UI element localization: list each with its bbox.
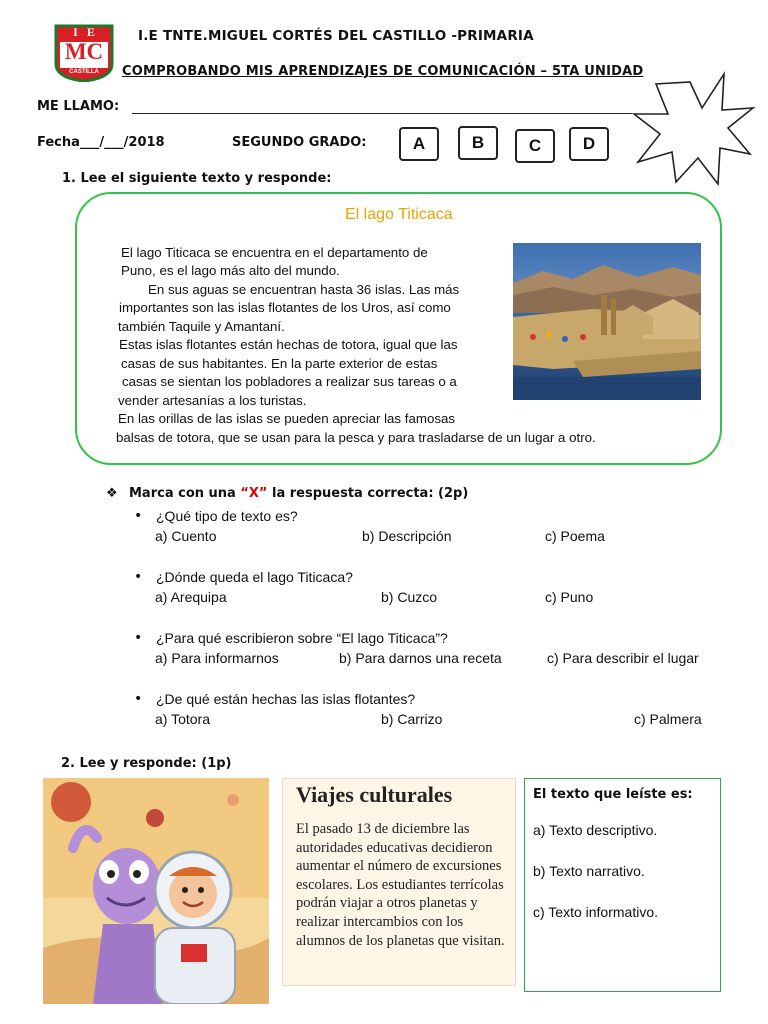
section-box-a[interactable]: A [399, 127, 439, 161]
reading-line: En sus aguas se encuentran hasta 36 islas. Las más [148, 282, 460, 297]
answer-box [524, 778, 721, 992]
logo-bottom-text: CASTILLA [69, 69, 99, 75]
option-c[interactable]: c) Para describir el lugar [547, 650, 699, 666]
instruction-pre: Marca con una [129, 486, 241, 501]
option-b[interactable]: b) Para darnos una receta [339, 650, 502, 666]
space-cartoon-illustration [43, 778, 269, 1004]
option-a[interactable]: a) Totora [155, 711, 210, 727]
date-field[interactable]: Fecha___/___/2018 [37, 135, 165, 150]
instruction-bullet-icon: ❖ [106, 486, 118, 501]
reading-line: El lago Titicaca se encuentra en el departamento de [121, 245, 428, 260]
reading-line: balsas de totora, que se usan para la pesca y para trasladarse de un lugar a otro. [116, 430, 596, 445]
article-text: El pasado 13 de diciembre las autoridades educativas decidieron aumentar el número de excursiones escolares. Los estudiantes terrícolas podrán viajar a otros planetas y realizar intercambios con los alumnos de los planetas que visitan. [296, 821, 505, 949]
question-text: ¿Qué tipo de texto es? [156, 508, 298, 524]
bullet-icon: • [134, 569, 143, 585]
reading-line: En las orillas de las islas se pueden apreciar las famosas [118, 411, 456, 426]
section-box-b[interactable]: B [458, 126, 498, 160]
instruction-x-mark: “X” [240, 486, 268, 501]
question-text: ¿Dónde queda el lago Titicaca? [156, 569, 353, 585]
logo-letters: MC [64, 39, 104, 64]
answer-option-a[interactable]: a) Texto descriptivo. [533, 822, 658, 838]
option-b[interactable]: b) Cuzco [381, 589, 438, 605]
answer-option-c[interactable]: c) Texto informativo. [533, 904, 659, 920]
bullet-icon: • [134, 508, 143, 524]
section-box-c[interactable]: C [515, 129, 555, 163]
logo-top-text: I E [73, 25, 95, 39]
name-field[interactable] [132, 113, 632, 114]
answer-title: El texto que leíste es: [533, 787, 693, 802]
reading-line: Estas islas flotantes están hechas de totora, igual que las [119, 337, 458, 352]
article-title: Viajes culturales [296, 782, 453, 807]
reading-line: también Taquile y Amantaní. [118, 319, 285, 334]
option-c[interactable]: c) Poema [545, 528, 605, 544]
lake-titicaca-photo [513, 243, 701, 400]
reading-line: Puno, es el lago más alto del mundo. [121, 263, 340, 278]
option-a[interactable]: a) Cuento [155, 528, 217, 544]
option-a[interactable]: a) Para informarnos [155, 650, 279, 666]
option-c[interactable]: c) Palmera [634, 711, 702, 727]
option-a[interactable]: a) Arequipa [155, 589, 227, 605]
reading-title: El lago Titicaca [345, 206, 453, 223]
unit-title: COMPROBANDO MIS APRENDIZAJES DE COMUNICACIÓN – 5TA UNIDAD [122, 64, 644, 79]
reading-line: casas se sientan los pobladores a realizar sus tareas o a [122, 374, 457, 389]
school-logo [52, 24, 116, 82]
option-b[interactable]: b) Descripción [362, 528, 452, 544]
bullet-icon: • [134, 691, 143, 707]
grade-label: SEGUNDO GRADO: [232, 135, 367, 150]
reading-line: casas de sus habitantes. En la parte exterior de estas [121, 356, 438, 371]
answer-option-b[interactable]: b) Texto narrativo. [533, 863, 645, 879]
reading-line: importantes son las islas flotantes de los Uros, así como [119, 300, 451, 315]
grade-star-shape [632, 70, 756, 188]
school-name: I.E TNTE.MIGUEL CORTÉS DEL CASTILLO -PRIMARIA [138, 28, 534, 44]
section-box-d[interactable]: D [569, 127, 609, 161]
bullet-icon: • [134, 630, 143, 646]
question-1-title: 1. Lee el siguiente texto y responde: [62, 171, 332, 186]
question-text: ¿Para qué escribieron sobre “El lago Titicaca”? [156, 630, 448, 646]
question-text: ¿De qué están hechas las islas flotantes? [156, 691, 416, 707]
question-2-title: 2. Lee y responde: (1p) [61, 756, 232, 771]
instruction-post: la respuesta correcta: (2p) [267, 486, 469, 501]
instruction [129, 486, 468, 501]
name-label: ME LLAMO: [37, 99, 120, 114]
reading-line: vender artesanías a los turistas. [118, 393, 307, 408]
option-b[interactable]: b) Carrizo [381, 711, 443, 727]
option-c[interactable]: c) Puno [545, 589, 594, 605]
